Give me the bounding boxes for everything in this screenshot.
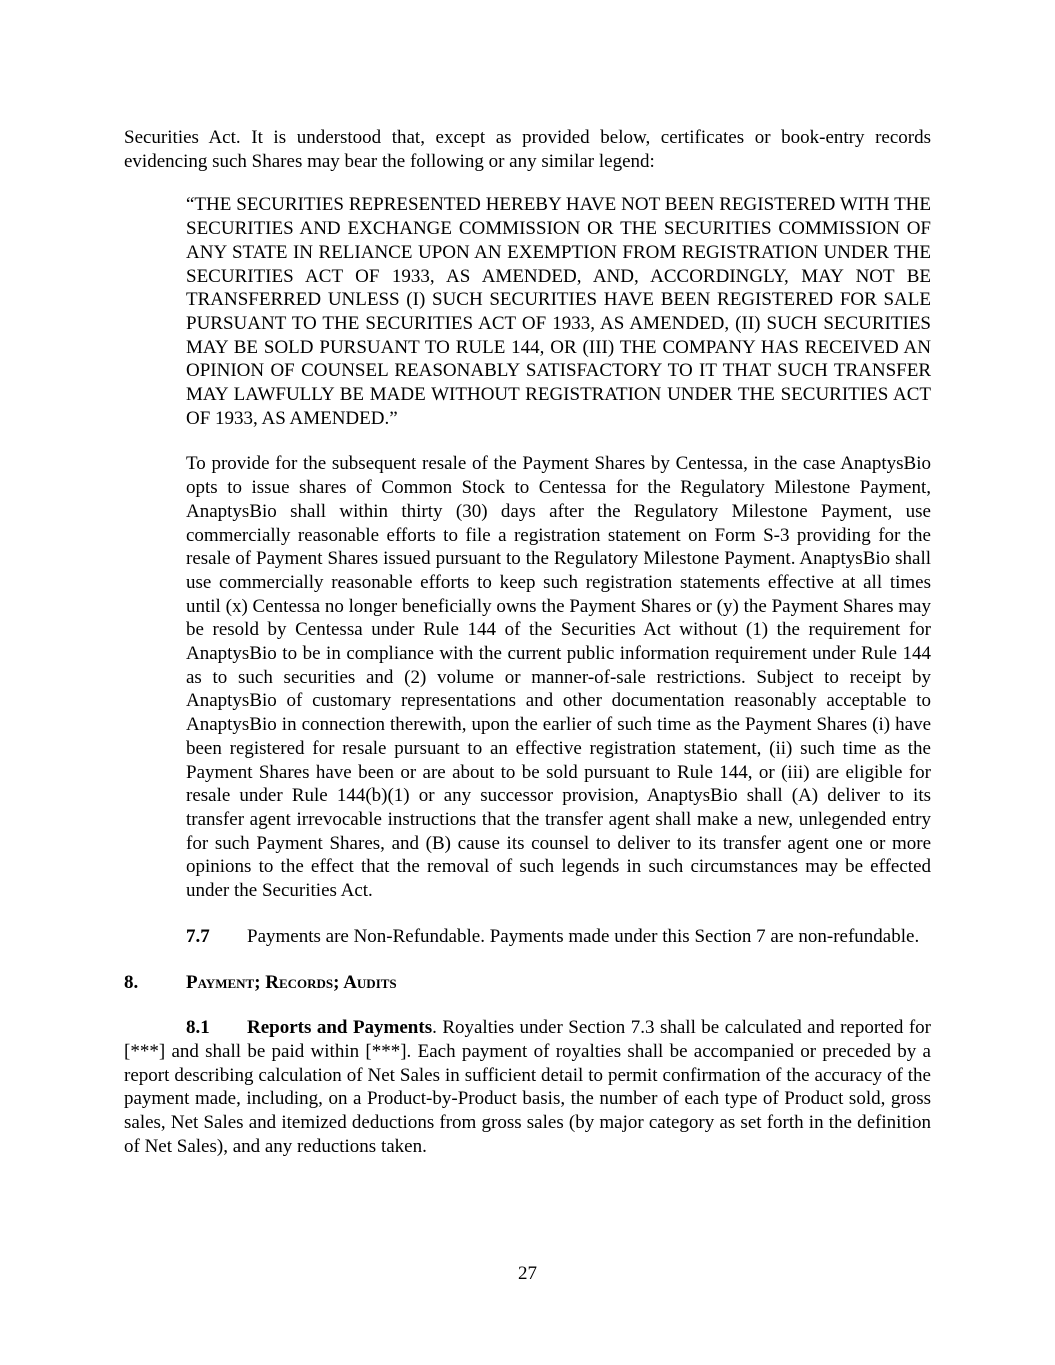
section-8-heading [124, 971, 931, 995]
section-8-1-title: Reports and Payments [247, 1017, 433, 1039]
section-8-1-text: . Royalties under Section 7.3 shall be calculated and reported for [***] and shall be paid within [***]. Each payment of royalties shall be accompanied or preceded by a report describing calculation of Net Sales in sufficient detail to permit confirmation of the accuracy of the payment made, including, on a Product-by-Product basis, the number of each type of Product sold, gross sales, Net Sales and itemized deductions from gross sales (by major category as set forth in the definition of Net Sales), and any reductions taken. [124, 1017, 931, 1157]
section-7-7-paragraph [124, 925, 931, 949]
indented-block [186, 193, 931, 902]
document-page [124, 126, 931, 1158]
page-number: 27 [518, 1263, 537, 1284]
resale-paragraph: To provide for the subsequent resale of the Payment Shares by Centessa, in the case AnaptysBio opts to issue shares of Common Stock to Centessa for the Regulatory Milestone Payment, AnaptysBio shall within thirty (30) days after the Regulatory Milestone Payment, use commercially reasonable efforts to file a registration statement on Form S-3 providing for the resale of Payment Shares issued pursuant to the Regulatory Milestone Payment. AnaptysBio shall use commercially reasonable efforts to keep such registration statements effective at all times until (x) Centessa no longer beneficially owns the Payment Shares or (y) the Payment Shares may be resold by Centessa under Rule 144 of the Securities Act without (1) the requirement for AnaptysBio to be in compliance with the current public information requirement under Rule 144 as to such securities and (2) volume or manner-of-sale restrictions. Subject to receipt by AnaptysBio of customary representations and other documentation reasonably acceptable to AnaptysBio in connection therewith, upon the earlier of such time as the Payment Shares (i) have been registered for resale pursuant to an effective registration statement, (ii) such time as the Payment Shares have been or are about to be sold pursuant to Rule 144, or (iii) are eligible for resale under Rule 144(b)(1) or any successor provision, AnaptysBio shall (A) deliver to its transfer agent irrevocable instructions that the transfer agent shall make a new, unlegended entry for such Payment Shares, and (B) cause its counsel to deliver to its transfer agent one or more opinions to the effect that the removal of such legends in such circumstances may be effected under the Securities Act. [186, 453, 931, 902]
securities-legend: “THE SECURITIES REPRESENTED HEREBY HAVE NOT BEEN REGISTERED WITH THE SECURITIES AND EXCHANGE COMMISSION OR THE SECURITIES COMMISSION OF ANY STATE IN RELIANCE UPON AN EXEMPTION FROM REGISTRATION UNDER THE SECURITIES ACT OF 1933, AS AMENDED, AND, ACCORDINGLY, MAY NOT BE TRANSFERRED UNLESS (I) SUCH SECURITIES HAVE BEEN REGISTERED FOR SALE PURSUANT TO THE SECURITIES ACT OF 1933, AS AMENDED, (II) SUCH SECURITIES MAY BE SOLD PURSUANT TO RULE 144, OR (III) THE COMPANY HAS RECEIVED AN OPINION OF COUNSEL REASONABLY SATISFACTORY TO IT THAT SUCH TRANSFER MAY LAWFULLY BE MADE WITHOUT REGISTRATION UNDER THE SECURITIES ACT OF 1933, AS AMENDED.” [186, 194, 931, 429]
section-8-1-number: 8.1 [186, 1017, 210, 1039]
section-8-number: 8. [124, 971, 139, 993]
section-7-7-number: 7.7 [186, 925, 210, 947]
section-8-1-paragraph [124, 1016, 931, 1158]
section-7-7-text: Payments are Non-Refundable. Payments made under this Section 7 are non-refundable. [247, 925, 920, 947]
intro-paragraph: Securities Act. It is understood that, except as provided below, certificates or book-entry records evidencing such Shares may bear the following or any similar legend: [124, 127, 931, 172]
section-8-title: Payment; Records; Audits [186, 971, 397, 993]
